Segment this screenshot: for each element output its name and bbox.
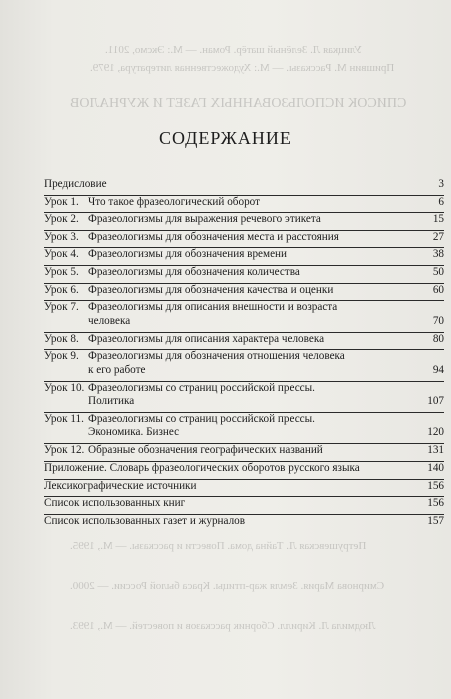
toc-entry-label: Урок 6.	[44, 283, 79, 296]
toc-entry-page: 15	[432, 213, 444, 226]
toc-entry[interactable]	[44, 515, 444, 532]
toc-entry-title: Лексикографические источники	[44, 479, 197, 492]
show-through-text: Петрушевская Л. Тайна дома. Повести и рассказы. — М., 1995.	[70, 540, 367, 552]
toc-entry-title: Фразеологизмы со страниц российской прессы.	[88, 412, 315, 425]
toc-entry-page: 156	[427, 479, 444, 492]
toc-entry-title: Что такое фразеологический оборот	[88, 195, 260, 208]
toc-entry-title-continued: Политика	[88, 394, 135, 407]
toc-entry-page: 3	[438, 178, 444, 190]
toc-entry-title-continued: к его работе	[88, 363, 146, 376]
toc-entry-page: 131	[427, 444, 444, 457]
toc-entry-page: 94	[432, 363, 444, 376]
toc-entry-title: Фразеологизмы для обозначения качества и оценки	[88, 283, 334, 296]
toc-entry[interactable]	[44, 178, 444, 195]
toc-entry[interactable]	[44, 480, 444, 497]
toc-entry-page: 120	[427, 426, 444, 439]
toc-entry-page: 70	[432, 314, 444, 327]
toc-entry[interactable]	[44, 497, 444, 514]
toc-entry-title: Фразеологизмы для обозначения отношения человека	[88, 350, 345, 363]
toc-entry-page: 157	[427, 514, 444, 527]
toc-entry-page: 50	[432, 265, 444, 278]
table-of-contents	[44, 178, 444, 531]
toc-entry[interactable]	[44, 413, 444, 443]
toc-entry-page: 27	[432, 230, 444, 243]
toc-entry-label: Урок 4.	[44, 248, 79, 261]
toc-entry[interactable]	[44, 444, 444, 461]
show-through-text: Смирнова Мария. Земля жар-птицы. Краса былой России. — 2000.	[70, 580, 385, 592]
show-through-text: Пришвин М. Рассказы. — М.: Художественная литература, 1979.	[90, 62, 395, 74]
toc-entry-label: Урок 7.	[44, 301, 79, 314]
toc-entry-label: Урок 1.	[44, 195, 79, 208]
toc-entry-title: Образные обозначения географических названий	[88, 444, 323, 457]
toc-entry[interactable]	[44, 333, 444, 350]
toc-entry[interactable]	[44, 213, 444, 230]
toc-entry-label: Урок 2.	[44, 213, 79, 226]
toc-entry[interactable]	[44, 382, 444, 412]
toc-entry-title: Фразеологизмы для обозначения количества	[88, 265, 300, 278]
toc-entry-label: Урок 10.	[44, 381, 85, 394]
toc-entry-label: Урок 12.	[44, 444, 85, 457]
toc-entry-title-continued: Экономика. Бизнес	[88, 426, 180, 439]
show-through-text: СПИСОК ИСПОЛЬЗОВАННЫХ ГАЗЕТ И ЖУРНАЛОВ	[70, 96, 407, 111]
toc-entry[interactable]	[44, 248, 444, 265]
toc-entry-title: Фразеологизмы для описания внешности и возраста	[88, 301, 338, 314]
toc-entry[interactable]	[44, 301, 444, 331]
toc-entry-label: Урок 3.	[44, 230, 79, 243]
toc-entry-label: Урок 11.	[44, 412, 84, 425]
toc-entry-label: Урок 9.	[44, 350, 79, 363]
toc-entry[interactable]	[44, 196, 444, 213]
show-through-text: Улицкая Л. Зелёный шатёр. Роман. — М.: Эксмо, 2011.	[105, 44, 362, 56]
toc-entry-page: 6	[438, 195, 444, 208]
toc-entry[interactable]	[44, 462, 444, 479]
toc-entry-page: 38	[432, 248, 444, 261]
toc-entry-title: Список использованных книг	[44, 497, 186, 510]
toc-entry-title: Фразеологизмы для описания характера человека	[88, 332, 325, 345]
toc-entry-page: 140	[427, 461, 444, 474]
toc-entry-page: 156	[427, 497, 444, 510]
toc-entry[interactable]	[44, 284, 444, 301]
toc-entry-page: 80	[432, 332, 444, 345]
toc-entry-page: 60	[432, 283, 444, 296]
page-title: СОДЕРЖАНИЕ	[159, 128, 292, 148]
toc-entry-label: Урок 8.	[44, 332, 79, 345]
toc-entry-page: 107	[427, 394, 444, 407]
toc-entry-title: Фразеологизмы для выражения речевого этикета	[88, 213, 321, 226]
toc-entry-title: Предисловие	[44, 178, 107, 190]
toc-entry-title-continued: человека	[88, 314, 131, 327]
toc-entry[interactable]	[44, 350, 444, 380]
toc-entry-title: Фразеологизмы для обозначения места и расстояния	[88, 230, 339, 243]
toc-entry-title: Фразеологизмы со страниц российской прессы.	[88, 381, 315, 394]
toc-entry-title: Список использованных газет и журналов	[44, 514, 246, 527]
toc-entry[interactable]	[44, 266, 444, 283]
toc-entry-title: Фразеологизмы для обозначения времени	[88, 248, 288, 261]
show-through-text: Людмила Л. Кирилл. Сборник рассказов и повестей. — М., 1993.	[70, 620, 376, 632]
toc-entry-label: Урок 5.	[44, 265, 79, 278]
toc-entry[interactable]	[44, 231, 444, 248]
toc-entry-title: Приложение. Словарь фразеологических оборотов русского языка	[44, 461, 360, 474]
